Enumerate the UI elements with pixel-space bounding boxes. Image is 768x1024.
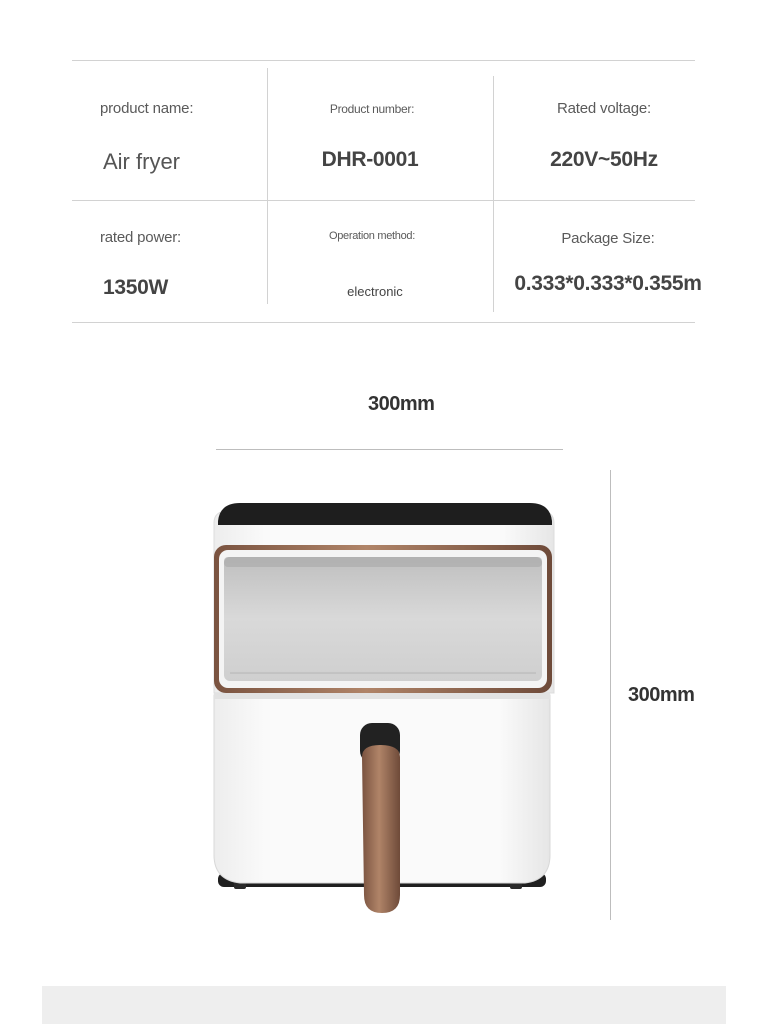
height-dimension-label: 300mm (628, 684, 695, 706)
bottom-band (42, 986, 726, 1024)
product-number-label: Product number: (329, 102, 415, 116)
width-dimension-line (216, 449, 563, 450)
package-size-label: Package Size: (561, 230, 655, 247)
product-name-value: Air fryer (103, 149, 180, 174)
rated-power-value: 1350W (103, 276, 169, 299)
table-divider-1 (267, 68, 268, 304)
operation-method-value: electronic (347, 284, 403, 299)
window-reflection (224, 557, 542, 567)
rated-voltage-label: Rated voltage: (557, 100, 651, 117)
package-size-value: 0.333*0.333*0.355m (514, 272, 702, 295)
product-number-value: DHR-0001 (321, 148, 419, 171)
black-lid (218, 503, 552, 525)
rated-voltage-value: 220V~50Hz (550, 148, 658, 171)
table-middle-border (72, 200, 695, 201)
air-fryer-illustration (200, 495, 570, 920)
rated-power-label: rated power: (100, 229, 181, 246)
table-divider-2 (493, 76, 494, 312)
operation-method-label: Operation method: (328, 230, 415, 242)
product-name-label: product name: (100, 100, 194, 117)
table-bottom-border (72, 322, 695, 323)
width-dimension-label: 300mm (368, 393, 435, 415)
handle-grip (362, 745, 400, 913)
viewing-window (224, 557, 542, 681)
table-top-border (72, 60, 695, 61)
height-dimension-line (610, 470, 611, 920)
body-seam (214, 693, 550, 699)
